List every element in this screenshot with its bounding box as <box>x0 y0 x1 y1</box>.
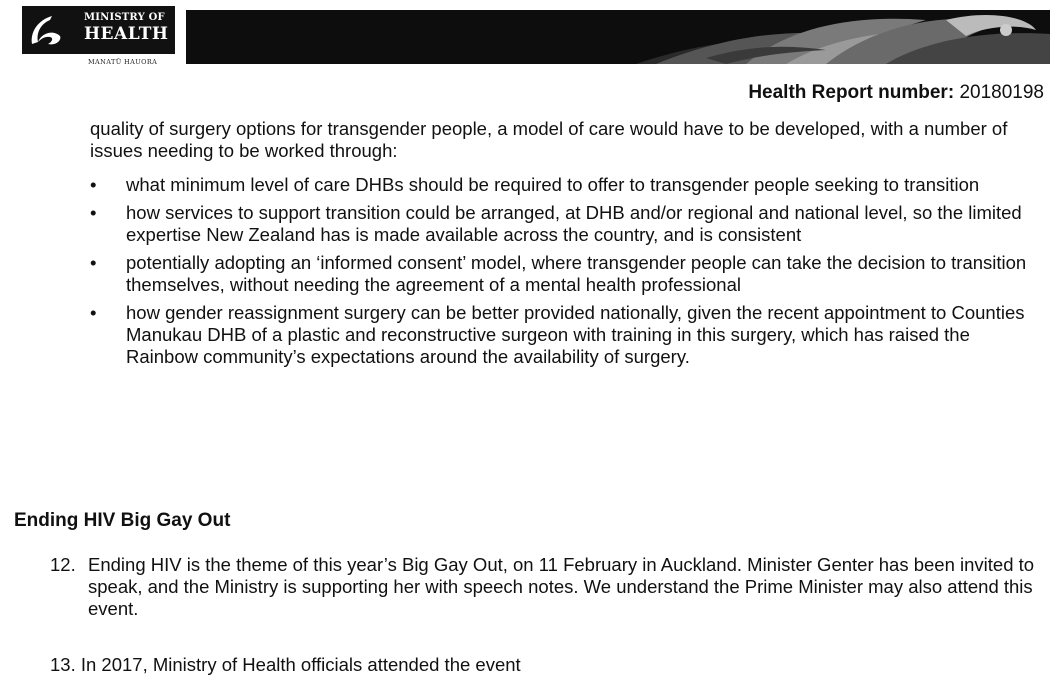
logo-text-ministry-of: MINISTRY OF <box>84 12 165 23</box>
report-number-value: 20180198 <box>959 82 1044 103</box>
koru-icon <box>26 10 66 50</box>
list-item-text: how gender reassignment surgery can be better provided nationally, given the recent appointment to Counties Manukau DHB of a plastic and reconstructive surgeon with training in this surgery, which has raised the Rainbow community’s expectations around the availability of surgery. <box>126 302 1025 367</box>
issues-bullet-list <box>90 174 1035 374</box>
logo-subtitle: MANATŪ HAUORA <box>88 58 158 66</box>
bullet-icon: • <box>90 174 97 195</box>
list-item-text: potentially adopting an ‘informed consent’ model, where transgender people can take the decision to transition themselves, without needing the agreement of a mental health professional <box>126 252 1027 295</box>
section-heading: Ending HIV Big Gay Out <box>14 510 231 531</box>
koru-pattern-graphic <box>186 10 1050 64</box>
list-item <box>90 302 1035 368</box>
list-item-text: what minimum level of care DHBs should be required to offer to transgender people seeking to transition <box>126 174 980 195</box>
paragraph-text: Ending HIV is the theme of this year’s Big Gay Out, on 11 February in Auckland. Minister Genter has been invited to speak, and the Ministry is supporting her with speech notes. We understand the Prime Minister may also attend this event. <box>88 554 1035 619</box>
health-report-number <box>748 82 1044 104</box>
logo-text-health: HEALTH <box>84 24 169 44</box>
document-header <box>0 0 1050 72</box>
report-number-label: Health Report number: <box>748 82 955 103</box>
paragraph-continuation: quality of surgery options for transgender people, a model of care would have to be developed, with a number of issues needing to be worked through: <box>90 118 1008 161</box>
bullet-icon: • <box>90 202 97 223</box>
numbered-paragraph-12 <box>50 554 1035 620</box>
list-item <box>90 202 1035 246</box>
header-banner <box>186 10 1050 64</box>
paragraph-number: 12. <box>50 554 76 575</box>
list-item <box>90 252 1035 296</box>
logo-box <box>22 6 175 54</box>
paragraph-text-fragment: 13. In 2017, Ministry of Health officials attended the event <box>50 654 521 675</box>
list-item-text: how services to support transition could be arranged, at DHB and/or regional and national level, so the limited expertise New Zealand has is made available across the country, and is consistent <box>126 202 1022 245</box>
bullet-icon: • <box>90 302 97 323</box>
numbered-paragraph-13-cut <box>50 650 1035 675</box>
bullet-icon: • <box>90 252 97 273</box>
list-item <box>90 174 1035 196</box>
ministry-of-health-logo <box>22 6 182 68</box>
